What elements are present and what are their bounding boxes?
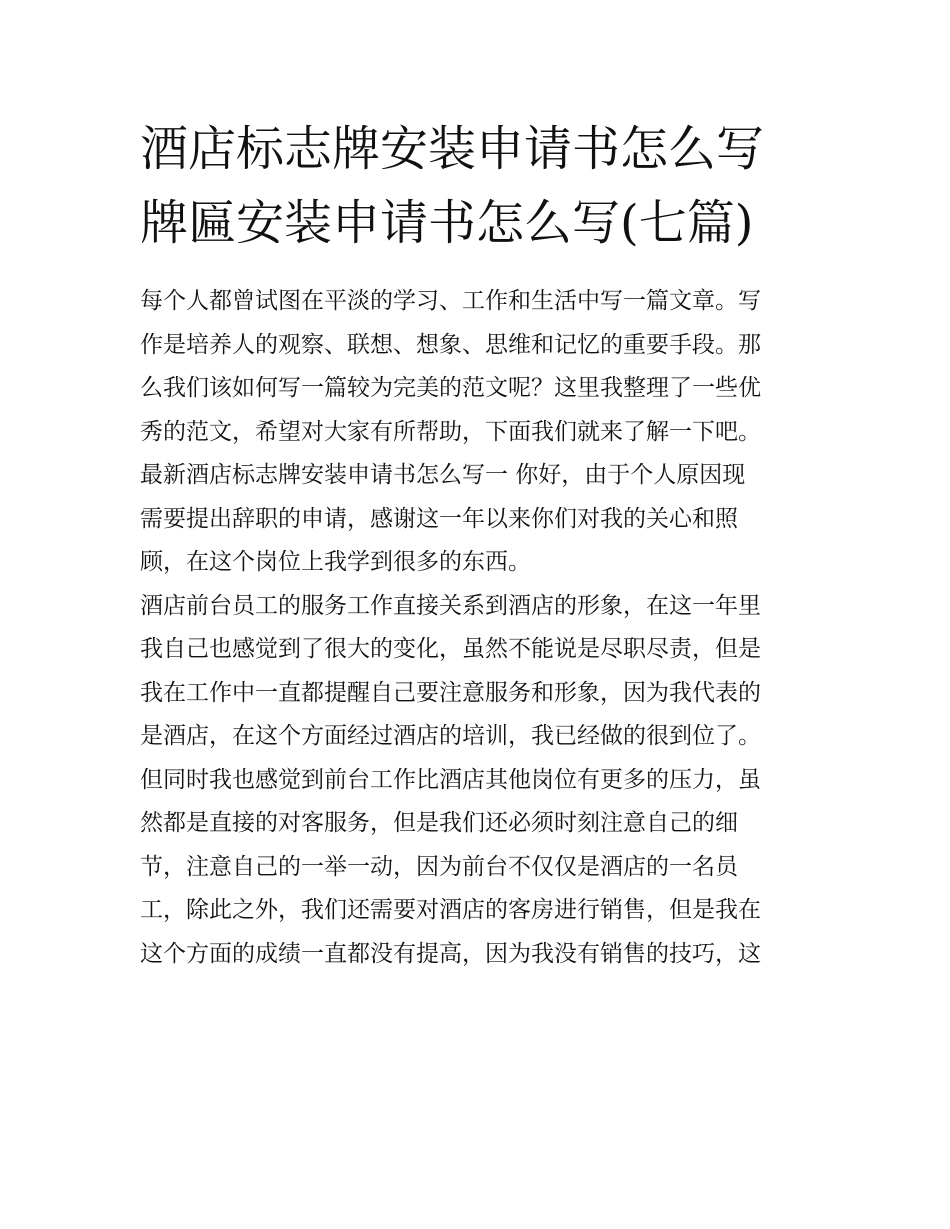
text-line: 顾，在这个岗位上我学到很多的东西。 (140, 549, 531, 575)
document-body (140, 280, 830, 976)
text-line: 么我们该如何写一篇较为完美的范文呢？这里我整理了一些优 (140, 375, 761, 401)
text-line: 然都是直接的对客服务，但是我们还必须时刻注意自己的细 (140, 810, 738, 836)
text-line: 节，注意自己的一举一动，因为前台不仅仅是酒店的一名员 (140, 853, 738, 880)
text-line: 但同时我也感觉到前台工作比酒店其他岗位有更多的压力，虽 (140, 766, 761, 793)
text-line: 我自己也感觉到了很大的变化，虽然不能说是尽职尽责，但是 (140, 636, 761, 662)
text-line: 是酒店，在这个方面经过酒店的培训，我已经做的很到位了。 (140, 723, 761, 749)
text-line: 最新酒店标志牌安装申请书怎么写一 你好，由于个人原因现 (140, 462, 746, 488)
text-line: 这个方面的成绩一直都没有提高，因为我没有销售的技巧，这 (140, 940, 761, 967)
text-line: 工，除此之外，我们还需要对酒店的客房进行销售，但是我在 (140, 897, 761, 923)
body-paragraph (140, 585, 830, 977)
text-line: 作是培养人的观察、联想、想象、思维和记忆的重要手段。那 (140, 331, 761, 358)
document-title (140, 112, 840, 260)
text-line: 我在工作中一直都提醒自己要注意服务和形象，因为我代表的 (140, 679, 761, 706)
title-line: 酒店标志牌安装申请书怎么写 (140, 121, 765, 177)
text-line: 酒店前台员工的服务工作直接关系到酒店的形象，在这一年里 (140, 592, 761, 619)
title-line: 牌匾安装申请书怎么写(七篇) (140, 195, 754, 251)
text-line: 秀的范文，希望对大家有所帮助，下面我们就来了解一下吧。 (140, 418, 761, 445)
text-line: 每个人都曾试图在平淡的学习、工作和生活中写一篇文章。写 (140, 288, 761, 314)
intro-paragraph (140, 280, 830, 585)
text-line: 需要提出辞职的申请，感谢这一年以来你们对我的关心和照 (140, 505, 738, 532)
